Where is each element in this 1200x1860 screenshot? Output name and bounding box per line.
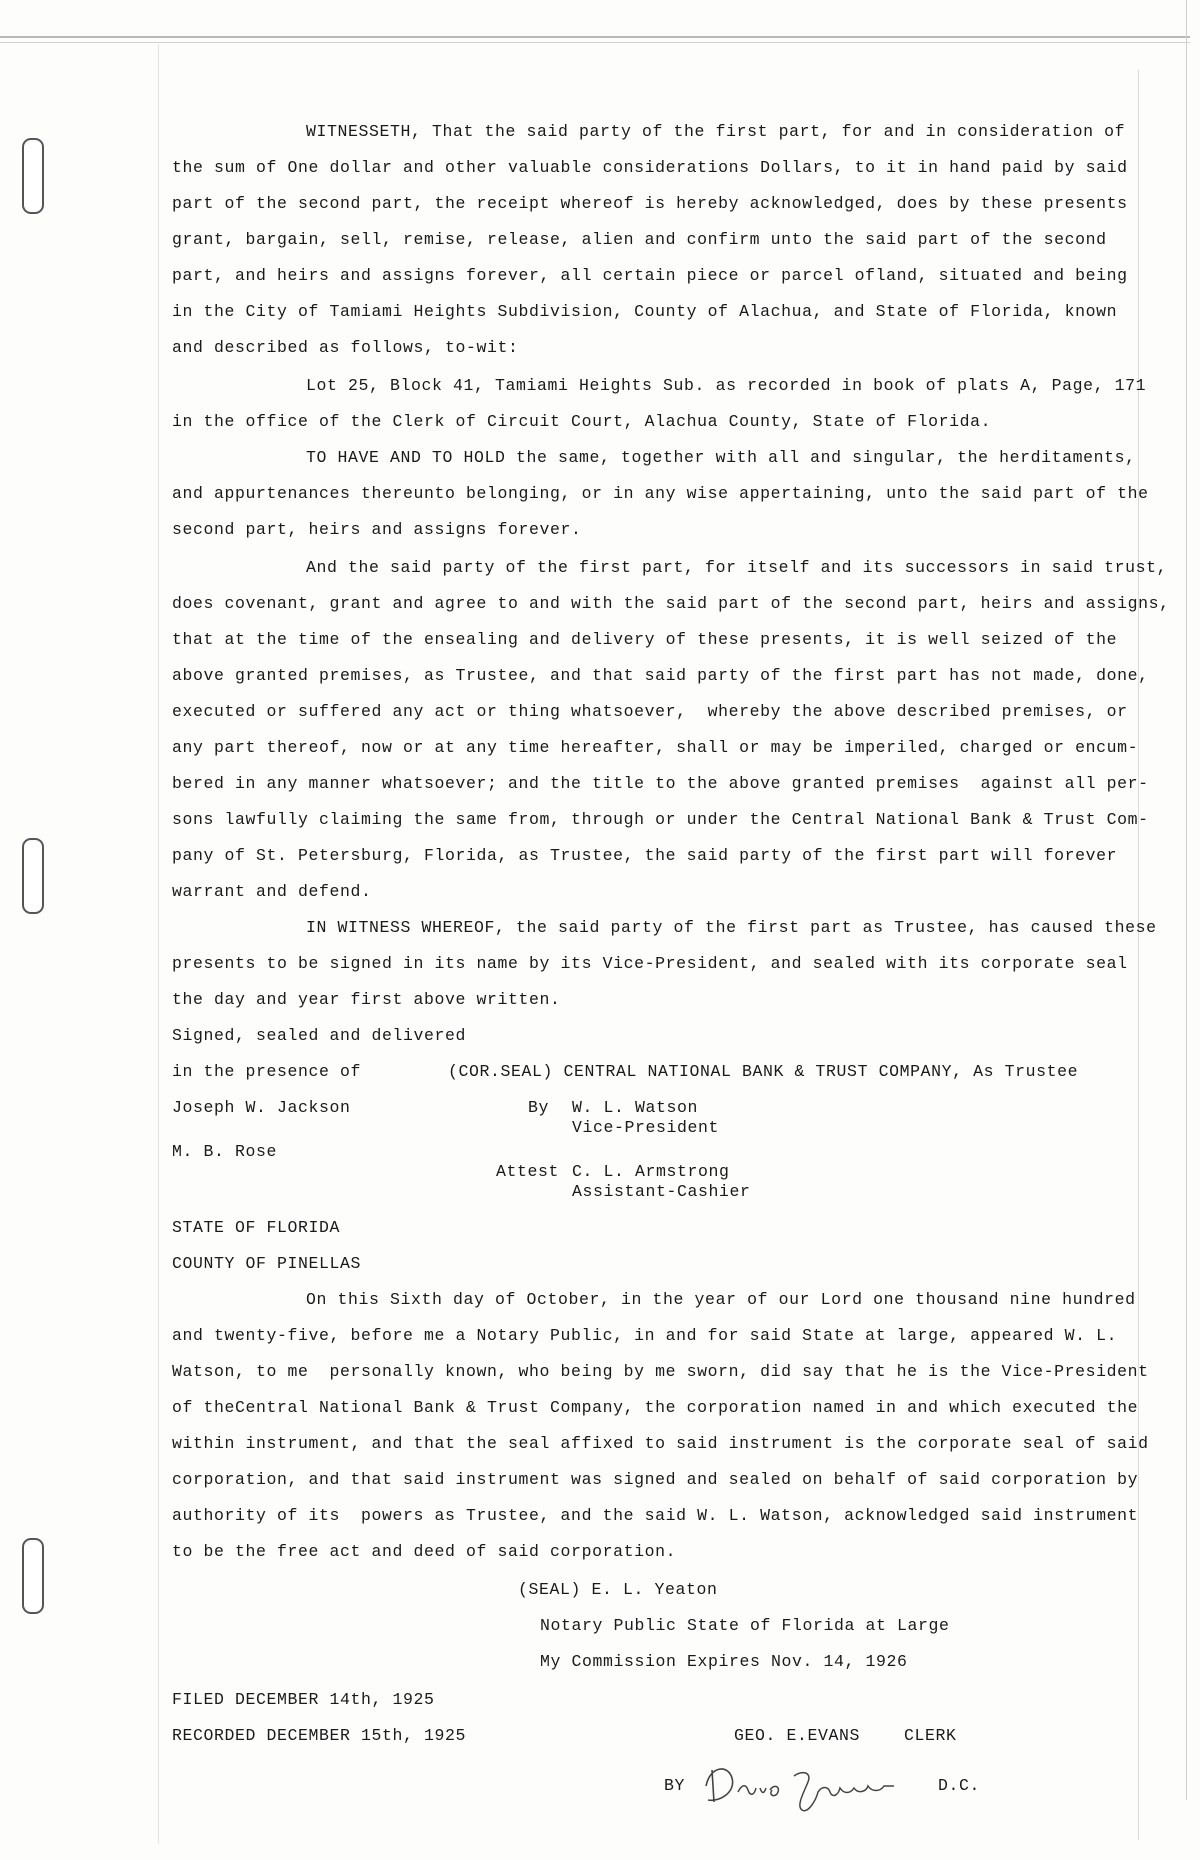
in-presence-of: in the presence of: [172, 1062, 362, 1081]
signer-title: Vice-President: [572, 1118, 720, 1137]
signed-sealed-delivered: Signed, sealed and delivered: [172, 1026, 467, 1045]
covenant-line: above granted premises, as Trustee, and that said party of the first part has not made, done,: [172, 666, 1149, 685]
acknowledgment-line: corporation, and that said instrument was signed and sealed on behalf of said corporation by: [172, 1470, 1139, 1489]
acknowledgment-line: and twenty-five, before me a Notary Public, in and for said State at large, appeared W. L.: [172, 1326, 1118, 1345]
covenant-line: warrant and defend.: [172, 882, 372, 901]
acknowledgment-line: of theCentral National Bank & Trust Company, the corporation named in and which executed the: [172, 1398, 1139, 1417]
habendum-line: and appurtenances thereunto belonging, or in any wise appertaining, unto the said part of the: [172, 484, 1149, 503]
witness-name: M. B. Rose: [172, 1142, 278, 1161]
testimonium-line: IN WITNESS WHEREOF, the said party of the first part as Trustee, has caused these: [306, 918, 1157, 937]
habendum-line: second part, heirs and assigns forever.: [172, 520, 582, 539]
witnesseth-line: and described as follows, to-wit:: [172, 338, 519, 357]
witnesseth-line: grant, bargain, sell, remise, release, alien and confirm unto the said part of the second: [172, 230, 1107, 249]
clerk-label: CLERK: [904, 1726, 957, 1745]
right-margin-rule: [1138, 70, 1139, 1840]
signer-name: W. L. Watson: [572, 1098, 699, 1117]
binder-hole: [22, 838, 44, 914]
clerk-name: GEO. E.EVANS: [734, 1726, 861, 1745]
covenant-line: does covenant, grant and agree to and with the said part of the second part, heirs and assigns,: [172, 594, 1170, 613]
notary-title: Notary Public State of Florida at Large: [540, 1616, 950, 1635]
corporate-seal-line: (COR.SEAL) CENTRAL NATIONAL BANK & TRUST COMPANY, As Trustee: [448, 1062, 1079, 1081]
witnesseth-line: the sum of One dollar and other valuable considerations Dollars, to it in hand paid by said: [172, 158, 1128, 177]
lot-description-line: Lot 25, Block 41, Tamiami Heights Sub. as recorded in book of plats A, Page, 171: [306, 376, 1147, 395]
lot-description-line: in the office of the Clerk of Circuit Court, Alachua County, State of Florida.: [172, 412, 992, 431]
covenant-line: bered in any manner whatsoever; and the title to the above granted premises against all per-: [172, 774, 1149, 793]
binder-hole: [22, 1538, 44, 1614]
acknowledgment-line: On this Sixth day of October, in the year of our Lord one thousand nine hundred: [306, 1290, 1136, 1309]
acknowledgment-line: Watson, to me personally known, who being by me sworn, did say that he is the Vice-President: [172, 1362, 1149, 1381]
page-edge: [1186, 0, 1187, 1800]
attest-name: C. L. Armstrong: [572, 1162, 730, 1181]
acknowledgment-line: authority of its powers as Trustee, and the said W. L. Watson, acknowledged said instrument: [172, 1506, 1139, 1525]
top-border-rule-secondary: [0, 42, 1190, 43]
left-margin-rule: [158, 44, 159, 1844]
handwritten-signature: [698, 1756, 938, 1816]
state-heading: STATE OF FLORIDA: [172, 1218, 341, 1237]
covenant-line: And the said party of the first part, for itself and its successors in said trust,: [306, 558, 1168, 577]
filed-date: FILED DECEMBER 14th, 1925: [172, 1690, 435, 1709]
deputy-clerk-label: D.C.: [938, 1776, 981, 1795]
acknowledgment-line: within instrument, and that the seal affixed to said instrument is the corporate seal of said: [172, 1434, 1149, 1453]
recorded-date: RECORDED DECEMBER 15th, 1925: [172, 1726, 467, 1745]
covenant-line: executed or suffered any act or thing whatsoever, whereby the above described premises, or: [172, 702, 1128, 721]
acknowledgment-line: to be the free act and deed of said corporation.: [172, 1542, 677, 1561]
witnesseth-line: part, and heirs and assigns forever, all certain piece or parcel ofland, situated and being: [172, 266, 1128, 285]
attest-title: Assistant-Cashier: [572, 1182, 751, 1201]
witness-name: Joseph W. Jackson: [172, 1098, 351, 1117]
witnesseth-line: in the City of Tamiami Heights Subdivision, County of Alachua, and State of Florida, known: [172, 302, 1118, 321]
covenant-line: sons lawfully claiming the same from, through or under the Central National Bank & Trust Com-: [172, 810, 1149, 829]
testimonium-line: presents to be signed in its name by its Vice-President, and sealed with its corporate seal: [172, 954, 1128, 973]
by-label: By: [528, 1098, 550, 1117]
commission-expiry: My Commission Expires Nov. 14, 1926: [540, 1652, 908, 1671]
covenant-line: any part thereof, now or at any time hereafter, shall or may be imperiled, charged or encum-: [172, 738, 1139, 757]
habendum-line: TO HAVE AND TO HOLD the same, together with all and singular, the herditaments,: [306, 448, 1136, 467]
by-label: BY: [664, 1776, 686, 1795]
witnesseth-line: WITNESSETH, That the said party of the first part, for and in consideration of: [306, 122, 1126, 141]
covenant-line: pany of St. Petersburg, Florida, as Trustee, the said party of the first part will forever: [172, 846, 1118, 865]
testimonium-line: the day and year first above written.: [172, 990, 561, 1009]
attest-label: Attest: [496, 1162, 560, 1181]
binder-hole: [22, 138, 44, 214]
top-border-rule: [0, 36, 1190, 38]
notary-seal-line: (SEAL) E. L. Yeaton: [518, 1580, 718, 1599]
covenant-line: that at the time of the ensealing and delivery of these presents, it is well seized of the: [172, 630, 1118, 649]
witnesseth-line: part of the second part, the receipt whereof is hereby acknowledged, does by these presents: [172, 194, 1128, 213]
county-heading: COUNTY OF PINELLAS: [172, 1254, 362, 1273]
